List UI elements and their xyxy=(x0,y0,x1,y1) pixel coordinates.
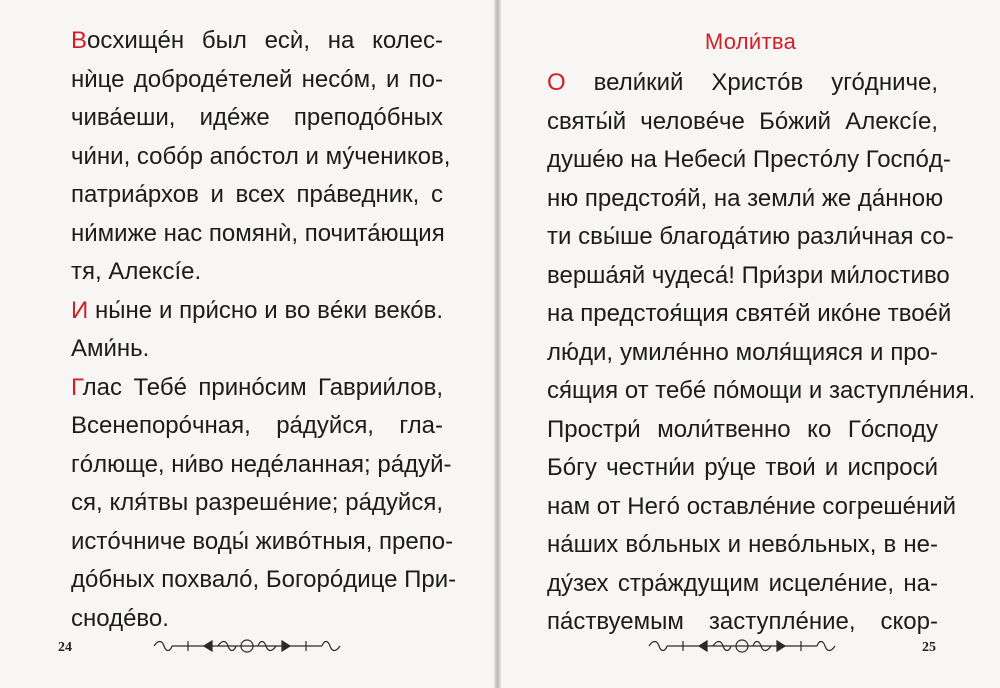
text-line: истóчниче воды́ живóтныя, препо- xyxy=(71,527,454,555)
text-line: верша́яй чудеса́! При́зри ми́лостиво xyxy=(547,261,950,289)
text-line: лю́ди, умилéнно моля́щияся и про- xyxy=(547,338,938,366)
paragraph-1 xyxy=(0,22,494,292)
text-line: на́ших вóльных и невóльных, в не- xyxy=(547,531,938,558)
text-line: святы́й человéче Бóжий Алексíе, xyxy=(547,107,938,135)
text-line: Бóгу честни́и ру́це твои́ и испроси́ xyxy=(547,454,938,481)
text-line: гóлюще, ни́во недéланная; ра́дуй- xyxy=(71,450,452,478)
text-line: ни́миже нас помянѝ, почита́ющия xyxy=(71,219,445,247)
drop-cap: Г xyxy=(71,373,83,401)
paragraph-1 xyxy=(501,64,1000,642)
page-number: 24 xyxy=(58,640,72,655)
left-page-text xyxy=(0,22,494,638)
paragraph-2 xyxy=(0,292,494,369)
text-line: нам от Негó оставлéние согрешéний xyxy=(547,492,957,520)
text-line: дóбных похвалó, Богорóдице При- xyxy=(71,566,457,593)
text-line: снодéво. xyxy=(71,604,169,632)
text-line: ду́зех стра́ждущим исцелéние, на- xyxy=(547,569,938,597)
text-line: ся́щия от тебé пóмощи и заступлéния. xyxy=(547,377,976,404)
text-line: на предстоя́щия святéй икóне твоéй xyxy=(547,300,952,327)
drop-cap: И xyxy=(71,296,89,324)
prayer-title: Моли́тва xyxy=(704,29,797,54)
left-page xyxy=(0,0,494,688)
text-line: чи́ни, собóр апóстол и му́чеников, xyxy=(71,142,451,170)
right-page xyxy=(501,0,1000,688)
text-line: Ами́нь. xyxy=(71,335,150,362)
text-line: па́ствуемым заступлéние, скор- xyxy=(547,608,938,635)
text-line: чива́еши, идéже преподóбных xyxy=(71,104,443,131)
text-line: ню предстоя́й, на земли́ же да́нною xyxy=(547,184,944,212)
ornament-divider-icon xyxy=(152,637,342,655)
text-line: И ны́не и при́сно и во вéки векóв. xyxy=(71,296,443,324)
book-gutter xyxy=(494,0,501,688)
text-line: Простри́ моли́твенно ко Гóсподу xyxy=(547,415,938,443)
text-line: Всенепорóчная, ра́дуйся, гла- xyxy=(71,412,443,439)
text-line: ся, кля́твы разрешéние; ра́дуйся, xyxy=(71,489,443,516)
page-number: 25 xyxy=(922,640,936,655)
drop-cap: О xyxy=(547,69,566,96)
text-line: О вели́кий Христóв уго́дниче, xyxy=(547,69,938,96)
text-line: душéю на Небеси́ Престóлу Госпóд- xyxy=(547,146,951,173)
text-line: тя, Алексíе. xyxy=(71,258,202,285)
ornament-divider-icon xyxy=(647,637,837,655)
paragraph-3 xyxy=(0,369,494,639)
drop-cap: В xyxy=(71,27,88,54)
text-line: патриа́рхов и всех пра́ведник, с xyxy=(71,181,443,208)
text-line: нѝце доброде́телей несóм, и по- xyxy=(71,65,443,93)
text-line: Глас Тебé принóсим Гаврии́лов, xyxy=(71,373,443,401)
text-line: Восхищéн был есѝ, на колес- xyxy=(71,27,443,54)
text-line: ти свы́ше благода́тию разли́чная со- xyxy=(547,223,954,250)
right-page-text xyxy=(501,64,1000,642)
